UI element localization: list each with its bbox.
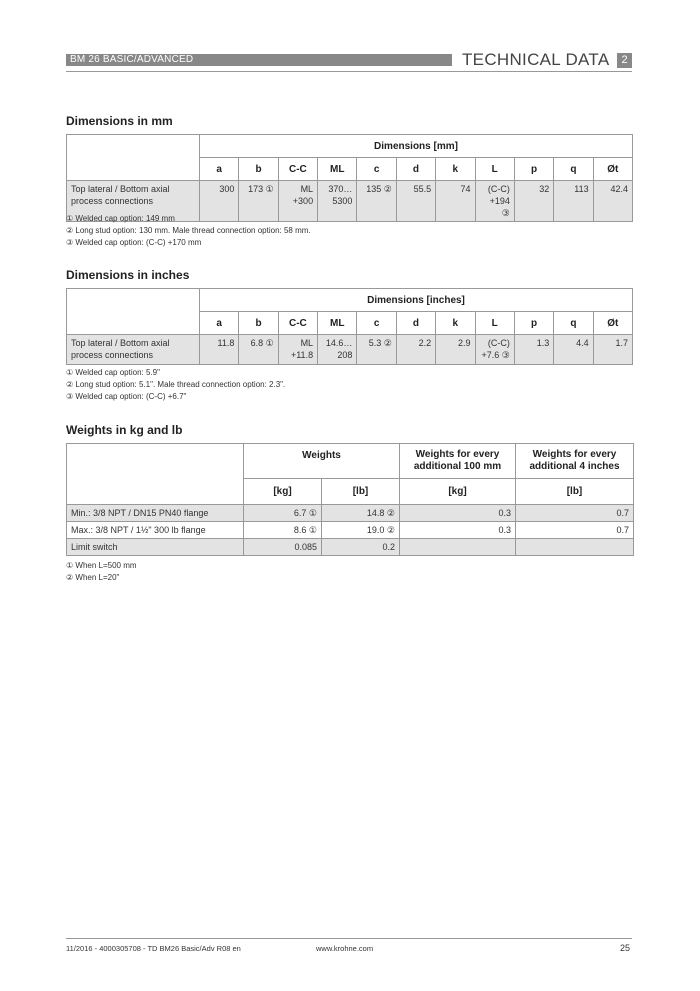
value-cell: (C-C) +7.6 ③ xyxy=(475,335,514,365)
cell-kg: 0.085 xyxy=(244,539,322,556)
dim-in-group-header: Dimensions [inches] xyxy=(200,289,633,312)
note: ② Long stud option: 5.1". Male thread connection option: 2.3". xyxy=(66,380,286,389)
col-header: L xyxy=(475,158,514,181)
footer-doc-id: 11/2016 - 4000305708 - TD BM26 Basic/Adv R08 en xyxy=(66,944,241,953)
table-corner xyxy=(67,135,200,181)
note: ③ Welded cap option: (C-C) +170 mm xyxy=(66,238,202,247)
row-label: Limit switch xyxy=(67,539,244,556)
cell-kg-100mm: 0.3 xyxy=(400,505,516,522)
chapter-badge: 2 xyxy=(617,53,632,68)
row-label: Top lateral / Bottom axial process connections xyxy=(67,335,200,365)
weights-title: Weights in kg and lb xyxy=(66,423,183,437)
dim-in-row xyxy=(67,335,633,365)
value-cell: 74 xyxy=(436,181,475,222)
col-header: k xyxy=(436,158,475,181)
col-header: d xyxy=(396,312,435,335)
value-cell: 42.4 xyxy=(593,181,632,222)
weights-table xyxy=(66,443,634,556)
value-cell: 173 ① xyxy=(239,181,278,222)
cell-lb: 19.0 ② xyxy=(322,522,400,539)
value-cell: 135 ② xyxy=(357,181,396,222)
value-cell: 11.8 xyxy=(200,335,239,365)
cell-kg: 8.6 ① xyxy=(244,522,322,539)
row-label: Min.: 3/8 NPT / DN15 PN40 flange xyxy=(67,505,244,522)
value-cell: 1.3 xyxy=(514,335,553,365)
col-header: k xyxy=(436,312,475,335)
note: ② Long stud option: 130 mm. Male thread connection option: 58 mm. xyxy=(66,226,311,235)
cell-lb: 14.8 ② xyxy=(322,505,400,522)
row-label: Top lateral / Bottom axial process connections xyxy=(67,181,200,222)
col-header: p xyxy=(514,312,553,335)
col-header: b xyxy=(239,312,278,335)
value-cell: 300 xyxy=(200,181,239,222)
dim-in-notes xyxy=(66,367,285,403)
dim-mm-notes xyxy=(66,213,311,249)
table-corner xyxy=(67,289,200,335)
value-cell: 370… 5300 xyxy=(318,181,357,222)
value-cell: 4.4 xyxy=(554,335,593,365)
cell-lb-4in: 0.7 xyxy=(516,522,634,539)
value-cell: 14.6… 208 xyxy=(318,335,357,365)
col-header: b xyxy=(239,158,278,181)
weights-notes xyxy=(66,560,137,584)
cell-kg-100mm: 0.3 xyxy=(400,522,516,539)
col-header: C-C xyxy=(278,158,317,181)
dim-mm-title: Dimensions in mm xyxy=(66,114,173,128)
value-cell: 113 xyxy=(554,181,593,222)
table-row xyxy=(67,522,634,539)
value-cell: 1.7 xyxy=(593,335,632,365)
col-header: a xyxy=(200,158,239,181)
cell-kg-100mm xyxy=(400,539,516,556)
col-header: q xyxy=(554,158,593,181)
cell-lb-4in xyxy=(516,539,634,556)
footer-divider xyxy=(66,938,632,939)
note: ① Welded cap option: 5.9" xyxy=(66,368,160,377)
value-cell: ML +11.8 xyxy=(278,335,317,365)
note: ① When L=500 mm xyxy=(66,561,137,570)
weights-100mm-header: Weights for every additional 100 mm xyxy=(400,444,516,479)
note: ① Welded cap option: 149 mm xyxy=(66,214,175,223)
cell-lb-4in: 0.7 xyxy=(516,505,634,522)
cell-kg: 6.7 ① xyxy=(244,505,322,522)
note: ③ Welded cap option: (C-C) +6.7" xyxy=(66,392,187,401)
col-header: Øt xyxy=(593,312,632,335)
dim-in-title: Dimensions in inches xyxy=(66,268,190,282)
table-row xyxy=(67,539,634,556)
dim-in-table xyxy=(66,288,633,365)
col-header: c xyxy=(357,312,396,335)
col-header: d xyxy=(396,158,435,181)
value-cell: (C-C) +194 ③ xyxy=(475,181,514,222)
value-cell: 5.3 ② xyxy=(357,335,396,365)
cell-lb: 0.2 xyxy=(322,539,400,556)
col-header: L xyxy=(475,312,514,335)
note: ② When L=20" xyxy=(66,573,120,582)
row-label: Max.: 3/8 NPT / 1½" 300 lb flange xyxy=(67,522,244,539)
product-name: BM 26 BASIC/ADVANCED xyxy=(70,54,194,65)
weights-header: Weights xyxy=(244,444,400,479)
col-header: ML xyxy=(318,158,357,181)
col-header: p xyxy=(514,158,553,181)
dim-mm-table xyxy=(66,134,633,222)
table-corner xyxy=(67,444,244,505)
col-header: a xyxy=(200,312,239,335)
dim-mm-group-header: Dimensions [mm] xyxy=(200,135,633,158)
table-row xyxy=(67,505,634,522)
header-divider xyxy=(66,71,632,72)
unit-kg-100mm: [kg] xyxy=(400,479,516,505)
page-number: 25 xyxy=(620,943,631,953)
unit-lb: [lb] xyxy=(322,479,400,505)
col-header: c xyxy=(357,158,396,181)
value-cell: ML +300 xyxy=(278,181,317,222)
value-cell: 32 xyxy=(514,181,553,222)
value-cell: 6.8 ① xyxy=(239,335,278,365)
col-header: Øt xyxy=(593,158,632,181)
footer-url: www.krohne.com xyxy=(316,944,374,953)
value-cell: 2.9 xyxy=(436,335,475,365)
value-cell: 55.5 xyxy=(396,181,435,222)
unit-kg: [kg] xyxy=(244,479,322,505)
weights-4in-header: Weights for every additional 4 inches xyxy=(516,444,634,479)
value-cell: 2.2 xyxy=(396,335,435,365)
unit-lb-4in: [lb] xyxy=(516,479,634,505)
section-title: TECHNICAL DATA xyxy=(462,50,610,69)
col-header: q xyxy=(554,312,593,335)
col-header: ML xyxy=(318,312,357,335)
col-header: C-C xyxy=(278,312,317,335)
